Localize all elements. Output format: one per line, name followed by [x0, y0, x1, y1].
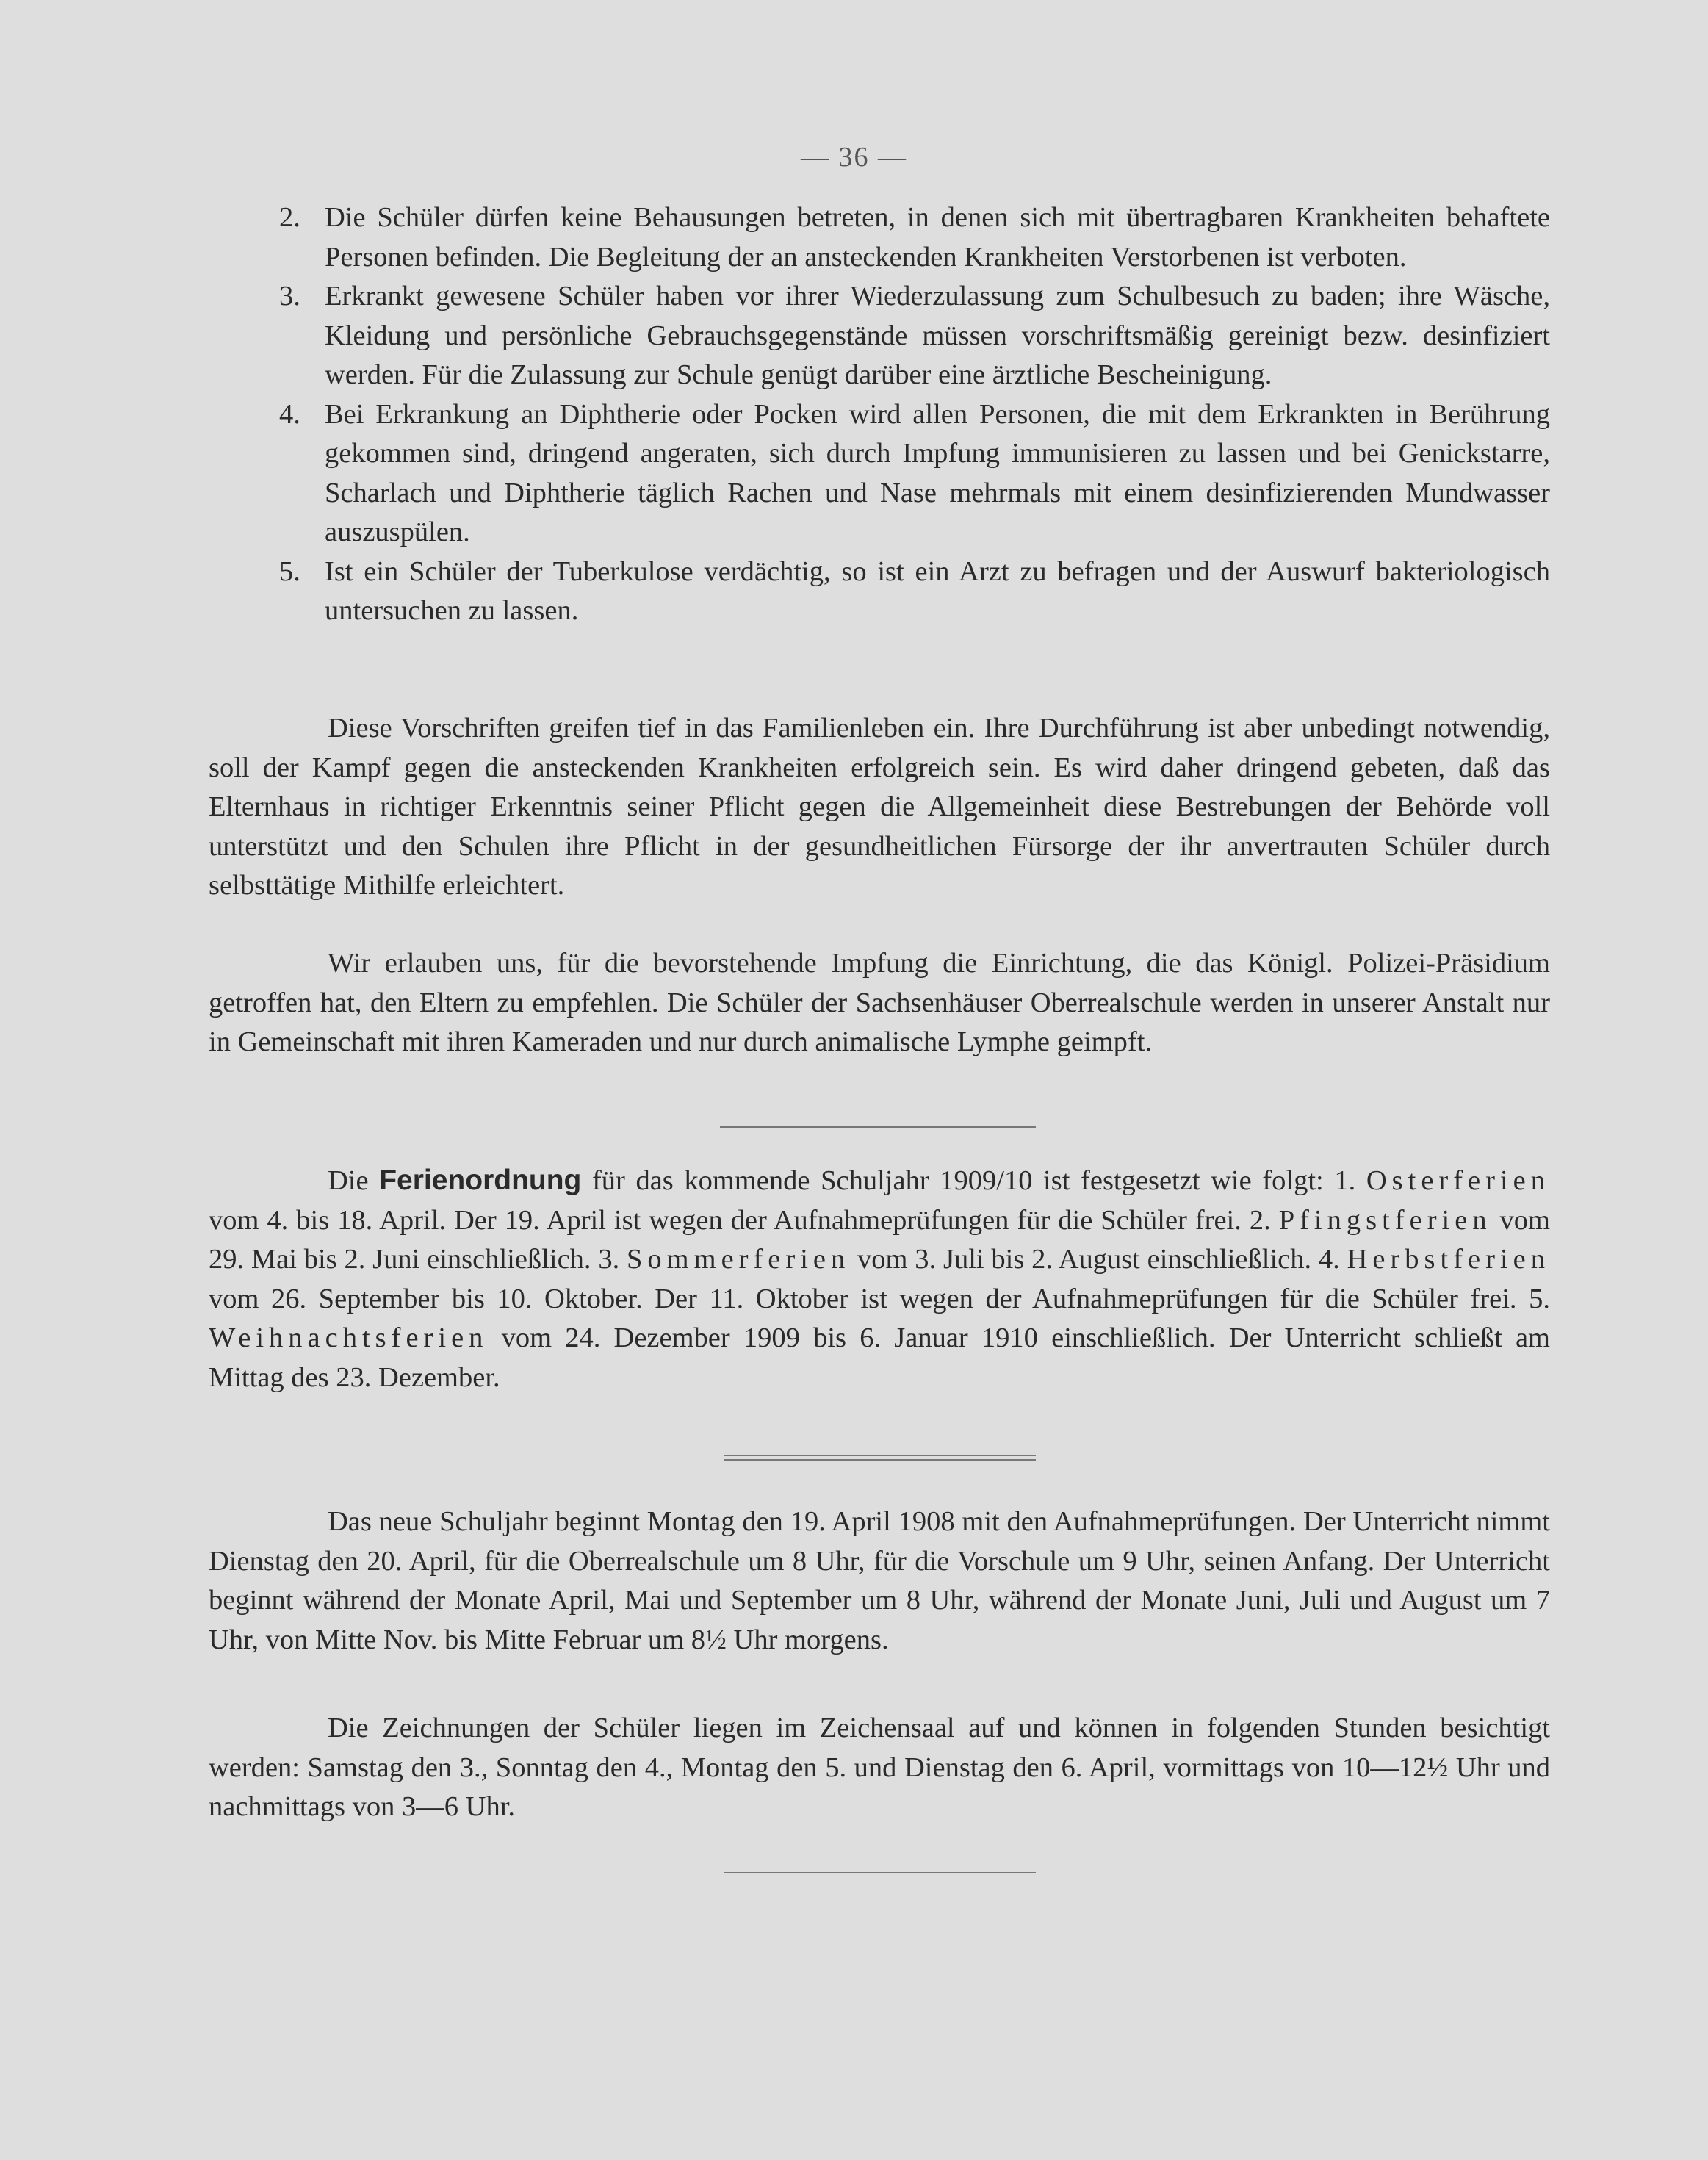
- paragraph-impfung: Wir erlauben uns, für die bevorstehende Impfung die Einrichtung, die das Königl. Polizei-Präsidium getroffen hat, den Eltern zu empfehlen. Die Schüler der Sachsenhäuser Oberrealschule werden in unserer Anstalt nur in Gemeinschaft mit ihren Kameraden und nur durch animalische Lymphe geimpft.: [209, 948, 1550, 1057]
- osterferien-label: Osterferien: [1366, 1165, 1550, 1196]
- list-item: [279, 198, 1550, 277]
- section-divider-double: [724, 1455, 1036, 1461]
- sommerferien-label: Sommerferien: [627, 1244, 851, 1275]
- end-divider: [724, 1872, 1036, 1873]
- list-item-text: Bei Erkrankung an Diphtherie oder Pocken wird allen Personen, die mit dem Erkrankten in Berührung gekommen sind, dringend angeraten, sich durch Impfung immunisieren zu lassen und bei Genickstarre, Scharlach und Diphtherie täglich Rachen und Nase mehrmals mit einem desinfizierenden Mundwasser auszuspülen.: [325, 398, 1550, 547]
- page-number: — 36 —: [801, 142, 907, 173]
- rules-list: [279, 198, 1550, 631]
- pfingstferien-label: Pfingstferien: [1278, 1204, 1492, 1236]
- ferien-text: für das kommende Schuljahr 1909/10 ist festgesetzt wie folgt: 1.: [581, 1165, 1366, 1196]
- ferien-text: vom 4. bis 18. April. Der 19. April ist wegen der Aufnahmeprüfungen für die Schüler frei. 2.: [209, 1204, 1279, 1236]
- list-item-number: 4.: [279, 398, 300, 430]
- list-item-text: Ist ein Schüler der Tuberkulose verdächtig, so ist ein Arzt zu befragen und der Auswurf bakteriologisch untersuchen zu lassen.: [325, 555, 1550, 626]
- list-item: [279, 552, 1550, 631]
- ferien-text: vom 26. September bis 10. Oktober. Der 11. Oktober ist wegen der Aufnahmeprüfungen für die Schüler frei. 5.: [209, 1283, 1550, 1314]
- section-divider: [720, 1126, 1036, 1128]
- ferien-text: vom 29. Mai bis 2. Juni einschließlich. 3.: [209, 1204, 1550, 1275]
- list-item-number: 2.: [279, 202, 300, 233]
- ferien-text: vom 3. Juli bis 2. August einschließlich. 4.: [850, 1244, 1347, 1275]
- ferienordnung-heading: Ferienordnung: [379, 1164, 582, 1196]
- list-item: [279, 395, 1550, 552]
- ferien-text: Die: [328, 1165, 380, 1196]
- list-item-number: 3.: [279, 281, 300, 312]
- list-item-text: Die Schüler dürfen keine Behausungen betreten, in denen sich mit übertragbaren Krankheiten behaftete Personen befinden. Die Begleitung der an ansteckenden Krankheiten Verstorbenen ist verboten.: [325, 202, 1550, 273]
- paragraph-zeichnungen: Die Zeichnungen der Schüler liegen im Zeichensaal auf und können in folgenden Stunden besichtigt werden: Samstag den 3., Sonntag den 4., Montag den 5. und Dienstag den 6. April, vormittags von 10—12½ Uhr und nachmittags von 3—6 Uhr.: [209, 1713, 1550, 1822]
- paragraph-vorschriften: Diese Vorschriften greifen tief in das Familienleben ein. Ihre Durchführung ist aber unbedingt notwendig, soll der Kampf gegen die ansteckenden Krankheiten erfolgreich sein. Es wird daher dringend gebeten, daß das Elternhaus in richtiger Erkenntnis seiner Pflicht gegen die Allgemeinheit diese Bestrebungen der Behörde voll unterstützt und den Schulen ihre Pflicht in der gesundheitlichen Fürsorge der ihr anvertrauten Schüler durch selbsttätige Mithilfe erleichtert.: [209, 713, 1550, 901]
- ferien-text: vom 24. Dezember 1909 bis 6. Januar 1910 einschließlich. Der Unterricht schließt am Mittag des 23. Dezember.: [209, 1322, 1550, 1393]
- herbstferien-label: Herbstferien: [1347, 1244, 1550, 1275]
- list-item-number: 5.: [279, 555, 300, 587]
- paragraph-ferienordnung: [209, 1161, 1550, 1397]
- weihnachtsferien-label: Weihnachtsferien: [209, 1322, 489, 1353]
- paragraph-schuljahr: Das neue Schuljahr beginnt Montag den 19. April 1908 mit den Aufnahmeprüfungen. Der Unterricht nimmt Dienstag den 20. April, für die Oberrealschule um 8 Uhr, für die Vorschule um 9 Uhr, seinen Anfang. Der Unterricht beginnt während der Monate April, Mai und September um 8 Uhr, während der Monate Juni, Juli und August um 7 Uhr, von Mitte Nov. bis Mitte Februar um 8½ Uhr morgens.: [209, 1506, 1550, 1655]
- list-item-text: Erkrankt gewesene Schüler haben vor ihrer Wiederzulassung zum Schulbesuch zu baden; ihre Wäsche, Kleidung und persönliche Gebrauchsgegenstände müssen vorschriftsmäßig gereinigt bezw. desinfiziert werden. Für die Zulassung zur Schule genügt darüber eine ärztliche Bescheinigung.: [325, 281, 1550, 390]
- list-item: [279, 277, 1550, 395]
